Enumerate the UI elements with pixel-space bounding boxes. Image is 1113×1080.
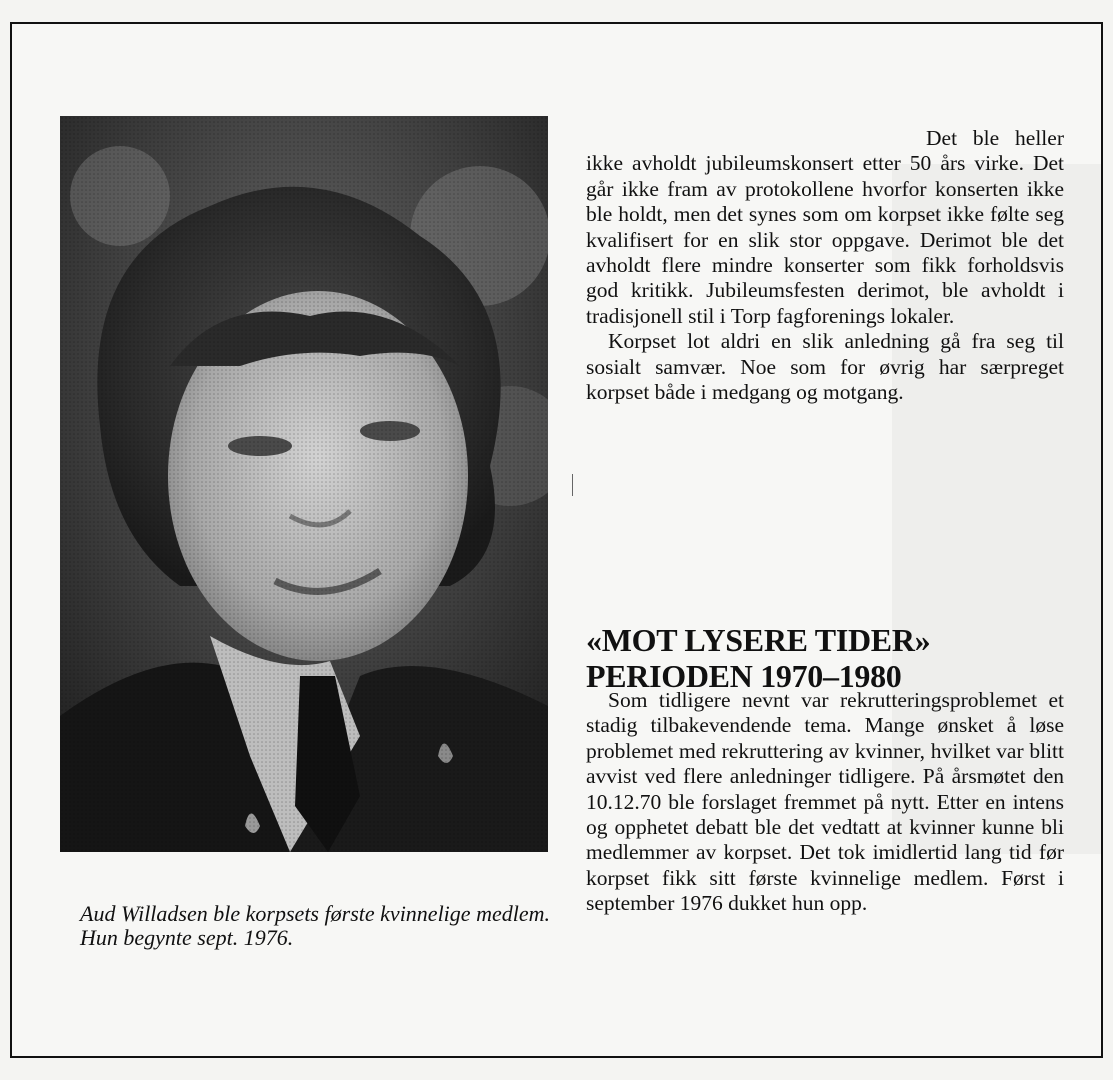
heading-line-2: PERIODEN 1970–1980: [586, 658, 902, 694]
intro-paragraph-1: Det ble heller ikke avholdt jubileumskonsert etter 50 års virke. Det går ikke fram av protokollene hvorfor konserten ikke ble holdt, men det synes som om korpset ikke følte seg kvalifisert for en slik stor oppgave. Derimot ble det avholdt flere mindre konserter som fikk forholdsvis god kritikk. Jubileumsfesten derimot, ble avholdt i tradisjonell stil i Torp fagforenings lokaler.: [586, 126, 1064, 328]
body-column: [586, 688, 1064, 917]
body-paragraph-1: Som tidligere nevnt var rekrutteringsproblemet et stadig tilbakevendende tema. Mange ønsket å løse problemet med rekruttering av kvinner, hvilket var blitt avvist ved flere anledninger tidligere. På årsmøtet den 10.12.70 ble forslaget fremmet på nytt. Etter en intens og opphetet debatt ble det vedtatt at kvinner kunne bli medlemmer av korpset. Det tok imidlertid lang tid før korpset fikk sitt første kvinnelige medlem. Først i september 1976 dukket hun opp.: [586, 688, 1064, 916]
heading-line-1: «MOT LYSERE TIDER»: [586, 622, 931, 658]
section-heading: [586, 622, 1066, 694]
intro-column: [586, 126, 1064, 405]
portrait-photo: [60, 116, 548, 852]
margin-mark: [572, 474, 573, 496]
portrait-image: [60, 116, 548, 852]
photo-caption: Aud Willadsen ble korpsets første kvinnelige medlem. Hun begynte sept. 1976.: [80, 901, 550, 950]
intro-paragraph-2: Korpset lot aldri en slik anledning gå fra seg til sosialt samvær. Noe som for øvrig har særpreget korpset både i medgang og motgang.: [586, 329, 1064, 405]
